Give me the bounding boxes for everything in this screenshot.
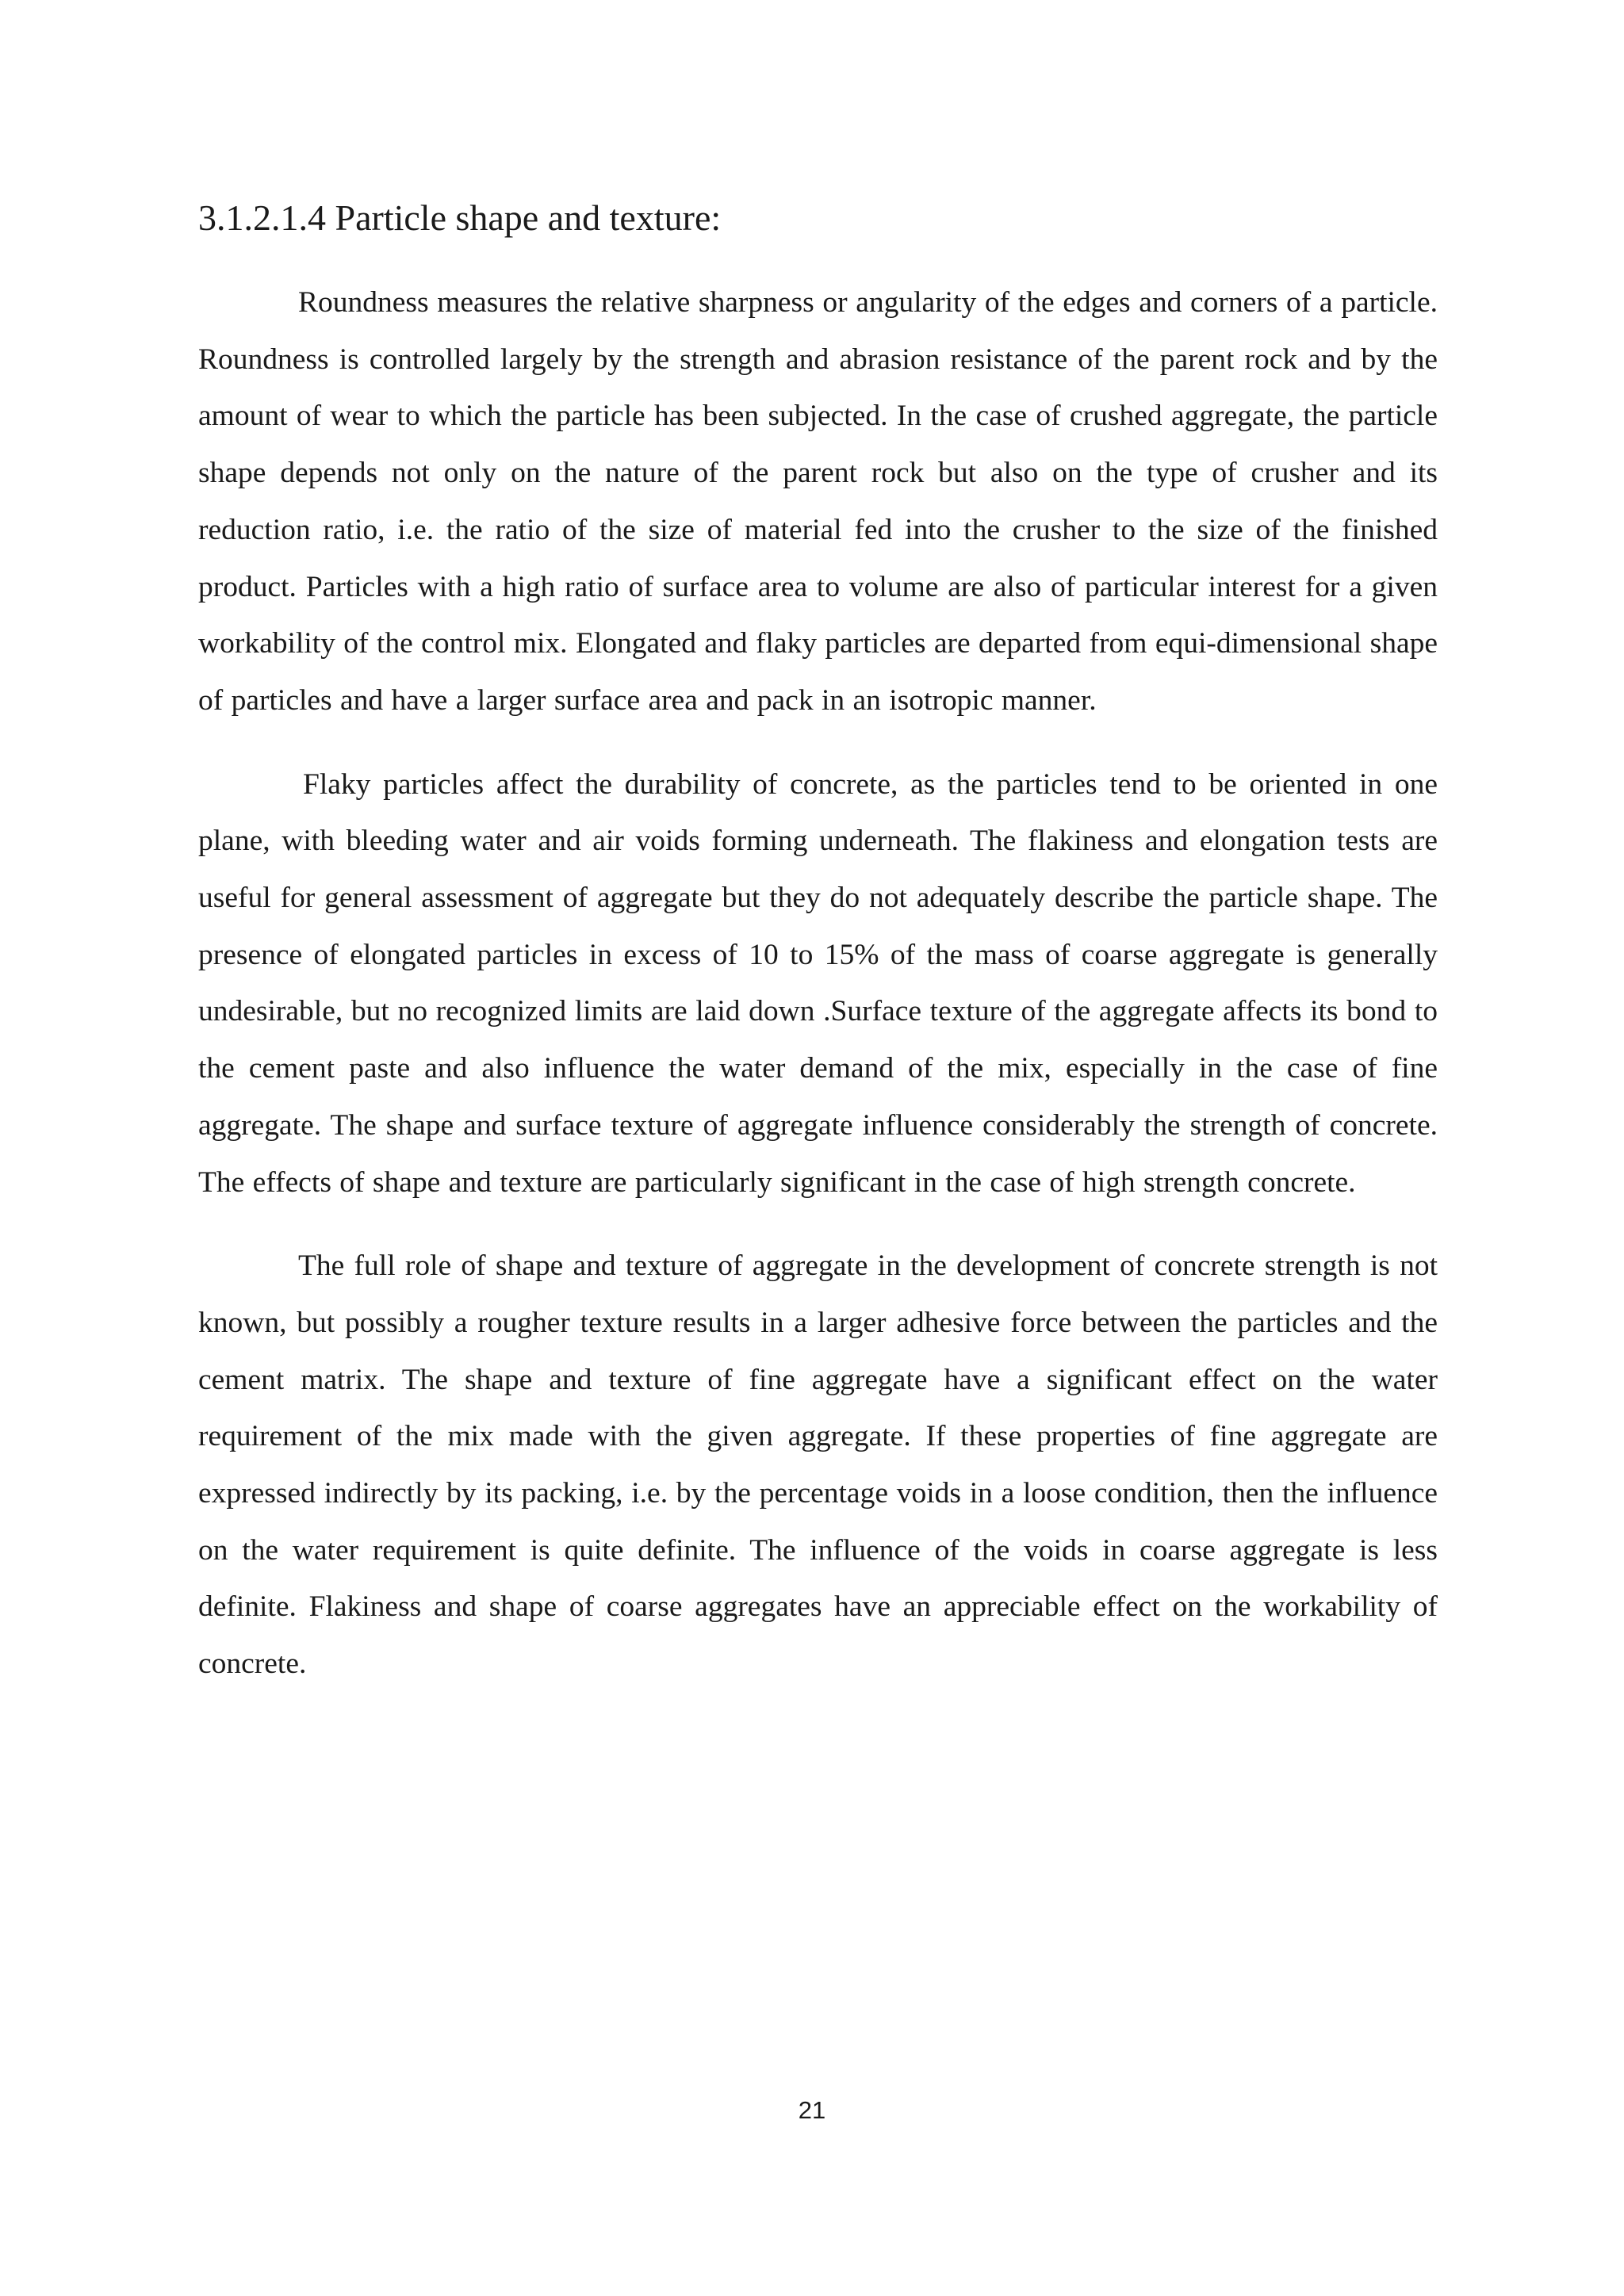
paragraph-shape-texture-role: The full role of shape and texture of aggregate in the development of concrete strength is not known, but possibly a rougher texture results in a larger adhesive force between the particles and the cement matrix. The shape and texture of fine aggregate have a significant effect on the water requirement of the mix made with the given aggregate. If these properties of fine aggregate are expressed indirectly by its packing, i.e. by the percentage voids in a loose condition, then the influence on the water requirement is quite definite. The influence of the voids in coarse aggregate is less definite. Flakiness and shape of coarse aggregates have an appreciable effect on the workability of concrete.: [198, 1249, 1438, 1681]
paragraph-flaky-particles: Flaky particles affect the durability of concrete, as the particles tend to be oriented in one plane, with bleeding water and air voids forming underneath. The flakiness and elongation tests are useful for general assessment of aggregate but they do not adequately describe the particle shape. The presence of elongated particles in excess of 10 to 15% of the mass of coarse aggregate is generally undesirable, but no recognized limits are laid down .Surface texture of the aggregate affects its bond to the cement paste and also influence the water demand of the mix, especially in the case of fine aggregate. The shape and surface texture of aggregate influence considerably the strength of concrete. The effects of shape and texture are particularly significant in the case of high strength concrete.: [198, 767, 1438, 1199]
page-content: [198, 193, 1438, 1720]
paragraph-roundness: Roundness measures the relative sharpness or angularity of the edges and corners of a particle. Roundness is controlled largely by the strength and abrasion resistance of the parent rock and by the amount of wear to which the particle has been subjected. In the case of crushed aggregate, the particle shape depends not only on the nature of the parent rock but also on the type of crusher and its reduction ratio, i.e. the ratio of the size of material fed into the crusher to the size of the finished product. Particles with a high ratio of surface area to volume are also of particular interest for a given workability of the control mix. Elongated and flaky particles are departed from equi-dimensional shape of particles and have a larger surface area and pack in an isotropic manner.: [198, 286, 1438, 717]
page-number: 21: [798, 2096, 826, 2124]
section-heading: 3.1.2.1.4 Particle shape and texture:: [198, 197, 722, 238]
